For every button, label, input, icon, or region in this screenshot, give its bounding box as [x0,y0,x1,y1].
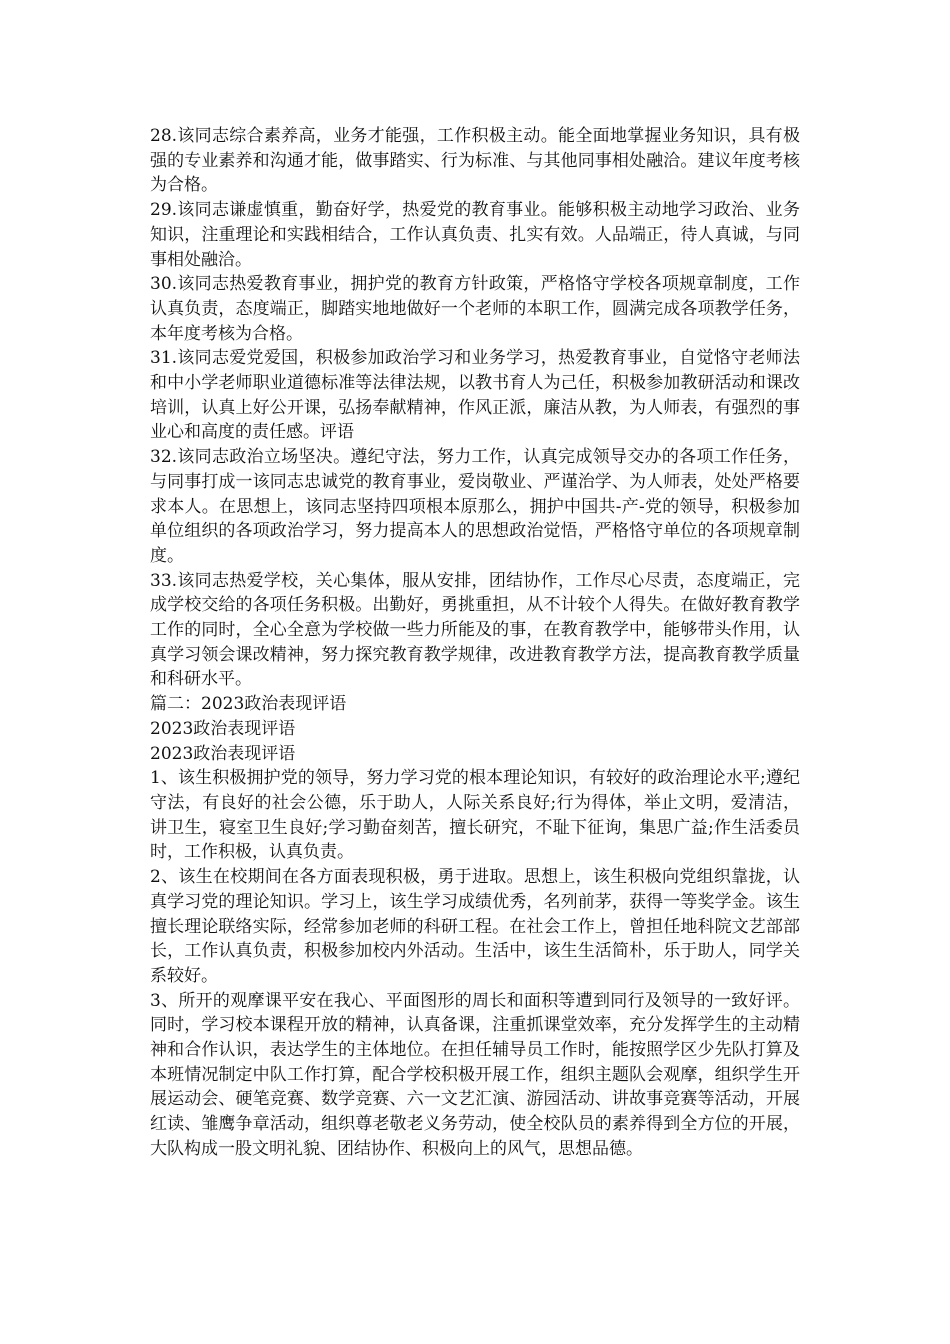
paragraph-30: 30.该同志热爱教育事业，拥护党的教育方针政策，严格恪守学校各项规章制度，工作认真负责，态度端正，脚踏实地地做好一个老师的本职工作，圆满完成各项教学任务，本年度考核为合格。 [150,274,800,344]
paragraph-28: 28.该同志综合素养高，业务才能强，工作积极主动。能全面地掌握业务知识，具有极强的专业素养和沟通才能，做事踏实、行为标准、与其他同事相处融洽。建议年度考核为合格。 [150,126,800,196]
evaluation-item-1: 1、该生积极拥护党的领导，努力学习党的根本理论知识，有较好的政治理论水平;遵纪守法，有良好的社会公德，乐于助人，人际关系良好;行为得体，举止文明，爱清洁，讲卫生，寝室卫生良好;学习勤奋刻苦，擅长研究，不耻下征询，集思广益;作生活委员时，工作积极，认真负责。 [150,768,800,863]
paragraph-33: 33.该同志热爱学校，关心集体，服从安排，团结协作，工作尽心尽责，态度端正，完成学校交给的各项任务积极。出勤好，勇挑重担，从不计较个人得失。在做好教育教学工作的同时，全心全意为学校做一些力所能及的事，在教育教学中，能够带头作用，认真学习领会课改精神，努力探究教育教学规律，改进教育教学方法，提高教育教学质量和科研水平。 [150,570,800,690]
paragraph-29: 29.该同志谦虚慎重，勤奋好学，热爱党的教育事业。能够积极主动地学习政治、业务知识，注重理论和实践相结合，工作认真负责、扎实有效。人品端正，待人真诚，与同事相处融洽。 [150,200,800,270]
document-subtitle: 2023政治表现评语 [150,743,296,764]
section-heading: 篇二：2023政治表现评语 [150,694,347,715]
document-body [150,124,800,1162]
evaluation-item-3: 3、所开的观摩课平安在我心、平面图形的周长和面积等遭到同行及领导的一致好评。同时，学习校本课程开放的精神，认真备课，注重抓课堂效率，充分发挥学生的主动精神和合作认识，表达学生的主体地位。在担任辅导员工作时，能按照学区少先队打算及本班情况制定中队工作打算，配合学校积极开展工作，组织主题队会观摩，组织学生开展运动会、硬笔竞赛、数学竞赛、六一文艺汇演、游园活动、讲故事竞赛等活动，开展红读、雏鹰争章活动，组织尊老敬老义务劳动，使全校队员的素养得到全方位的开展，大队构成一股文明礼貌、团结协作、积极向上的风气，思想品德。 [150,990,800,1159]
document-title: 2023政治表现评语 [150,718,296,739]
paragraph-31: 31.该同志爱党爱国，积极参加政治学习和业务学习，热爱教育事业，自觉恪守老师法和中小学老师职业道德标准等法律法规，以教书育人为己任，积极参加教研活动和课改培训，认真上好公开课，弘扬奉献精神，作风正派，廉洁从教，为人师表，有强烈的事业心和高度的责任感。评语 [150,348,800,443]
paragraph-32: 32.该同志政治立场坚决。遵纪守法，努力工作，认真完成领导交办的各项工作任务，与同事打成一该同志忠诚党的教育事业，爱岗敬业、严谨治学、为人师表，处处严格要求本人。在思想上，该同志坚持四项根本原那么，拥护中国共-产-党的领导，积极参加单位组织的各项政治学习，努力提高本人的思想政治觉悟，严格恪守单位的各项规章制度。 [150,447,800,566]
evaluation-item-2: 2、该生在校期间在各方面表现积极，勇于进取。思想上，该生积极向党组织靠拢，认真学习党的理论知识。学习上，该生学习成绩优秀，名列前茅，获得一等奖学金。该生擅长理论联络实际，经常参加老师的科研工程。在社会工作上，曾担任地科院文艺部部长，工作认真负责，积极参加校内外活动。生活中，该生生活简朴，乐于助人，同学关系较好。 [150,867,800,986]
